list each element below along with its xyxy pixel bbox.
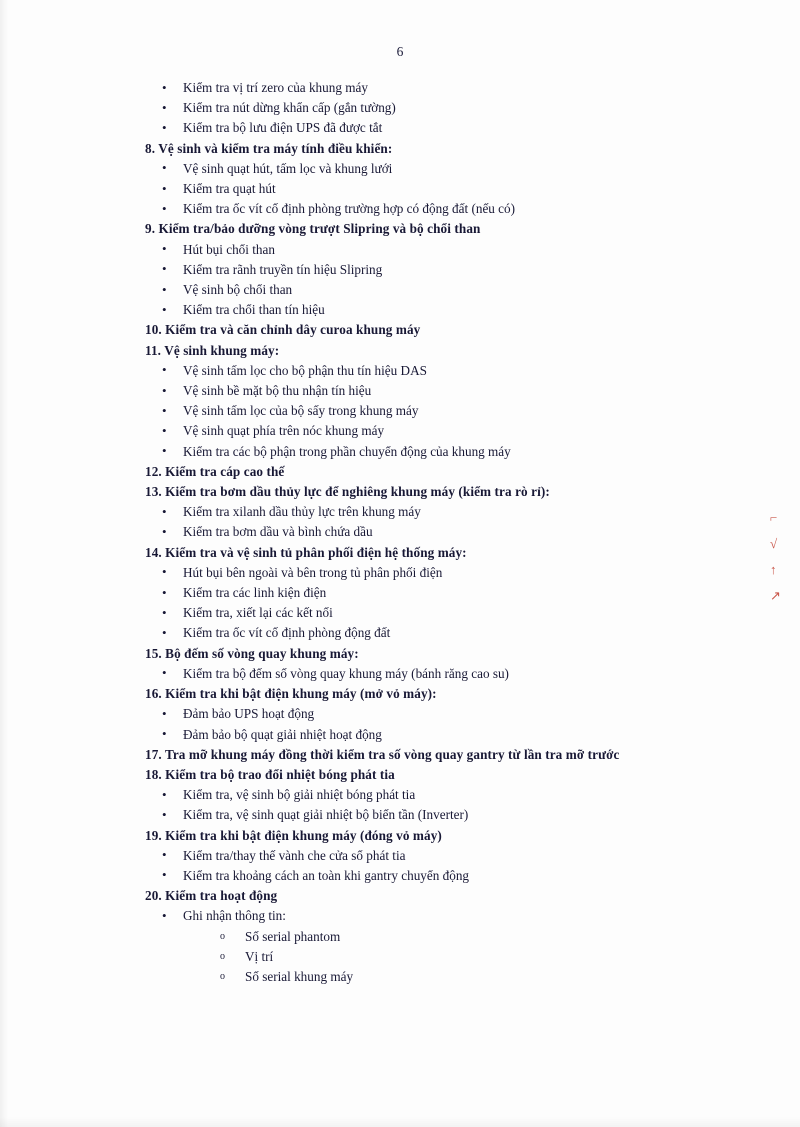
- list-item: • Hút bụi bên ngoài và bên trong tủ phân phối điện: [140, 563, 680, 583]
- list-item: • Kiểm tra quạt hút: [140, 179, 680, 199]
- section-heading: 12. Kiểm tra cáp cao thế: [145, 463, 285, 479]
- list-item: • Kiểm tra, vệ sinh bộ giải nhiệt bóng phát tia: [140, 785, 680, 805]
- section-heading: 17. Tra mỡ khung máy đồng thời kiểm tra số vòng quay gantry từ lần tra mỡ trước: [145, 746, 620, 762]
- list-item: • Đảm bảo bộ quạt giải nhiệt hoạt động: [140, 725, 680, 745]
- section-heading: 11. Vệ sinh khung máy:: [145, 342, 280, 358]
- sub-list-item: o Số serial khung máy: [140, 967, 680, 987]
- list-item: • Hút bụi chổi than: [140, 240, 680, 260]
- list-item: • Kiểm tra các linh kiện điện: [140, 583, 680, 603]
- margin-mark: √: [770, 536, 778, 551]
- list-item: • Vệ sinh bề mặt bộ thu nhận tín hiệu: [140, 381, 680, 401]
- list-item: • Kiểm tra nút dừng khẩn cấp (gắn tường): [140, 98, 680, 118]
- section-heading: 10. Kiểm tra và căn chỉnh dây curoa khung máy: [145, 322, 421, 338]
- section-heading: 9. Kiểm tra/bảo dưỡng vòng trượt Slipring và bộ chổi than: [145, 221, 481, 237]
- list-item: • Ghi nhận thông tin:: [140, 906, 680, 926]
- list-item: • Kiểm tra/thay thế vành che cửa sổ phát tia: [140, 846, 680, 866]
- list-item: • Kiểm tra bơm dầu và bình chứa dầu: [140, 522, 680, 542]
- list-item: • Kiểm tra các bộ phận trong phần chuyển động của khung máy: [140, 442, 680, 462]
- list-item: • Kiểm tra khoảng cách an toàn khi gantry chuyển động: [140, 866, 680, 886]
- margin-mark: ↑: [770, 562, 777, 577]
- list-item: • Kiểm tra, xiết lại các kết nối: [140, 603, 680, 623]
- document-body: [140, 78, 680, 987]
- list-item: • Vệ sinh tấm lọc của bộ sấy trong khung máy: [140, 401, 680, 421]
- section-heading: 13. Kiểm tra bơm dầu thủy lực để nghiêng khung máy (kiểm tra rò rỉ):: [145, 484, 550, 500]
- page-number: 6: [396, 44, 404, 59]
- margin-annotation: [770, 505, 794, 609]
- list-item: • Kiểm tra bộ lưu điện UPS đã được tắt: [140, 118, 680, 138]
- section-heading: 8. Vệ sinh và kiểm tra máy tính điều khiển:: [145, 140, 393, 156]
- section-heading: 14. Kiểm tra và vệ sinh tủ phân phối điện hệ thống máy:: [145, 544, 467, 560]
- list-item: • Vệ sinh quạt phía trên nóc khung máy: [140, 421, 680, 441]
- list-item: • Kiểm tra ốc vít cố định phòng động đất: [140, 623, 680, 643]
- list-item: • Kiểm tra xilanh dầu thủy lực trên khung máy: [140, 502, 680, 522]
- section-heading: 19. Kiểm tra khi bật điện khung máy (đóng vỏ máy): [145, 827, 442, 843]
- list-item: • Vệ sinh tấm lọc cho bộ phận thu tín hiệu DAS: [140, 361, 680, 381]
- list-item: • Kiểm tra rãnh truyền tín hiệu Slipring: [140, 260, 680, 280]
- list-item: • Đảm bảo UPS hoạt động: [140, 704, 680, 724]
- list-item: • Kiểm tra chổi than tín hiệu: [140, 300, 680, 320]
- page-edge-shadow-left: [0, 0, 8, 1127]
- margin-mark: ↗: [770, 588, 781, 603]
- section-heading: 15. Bộ đếm số vòng quay khung máy:: [145, 645, 359, 661]
- section-heading: 20. Kiểm tra hoạt động: [145, 888, 278, 904]
- section-heading: 18. Kiểm tra bộ trao đổi nhiệt bóng phát tia: [145, 766, 395, 782]
- sub-list-item: o Số serial phantom: [140, 927, 680, 947]
- list-item: • Vệ sinh quạt hút, tấm lọc và khung lưới: [140, 159, 680, 179]
- list-item: • Kiểm tra vị trí zero của khung máy: [140, 78, 680, 98]
- list-item: • Kiểm tra ốc vít cố định phòng trường hợp có động đất (nếu có): [140, 199, 680, 219]
- list-item: • Kiểm tra bộ đếm số vòng quay khung máy (bánh răng cao su): [140, 664, 680, 684]
- section-heading: 16. Kiểm tra khi bật điện khung máy (mở vỏ máy):: [145, 686, 437, 702]
- list-item: • Kiểm tra, vệ sinh quạt giải nhiệt bộ biến tần (Inverter): [140, 805, 680, 825]
- sub-list-item: o Vị trí: [140, 947, 680, 967]
- margin-mark: ⌐: [770, 510, 778, 525]
- page-edge-shadow-bottom: [0, 1117, 800, 1127]
- list-item: • Vệ sinh bộ chổi than: [140, 280, 680, 300]
